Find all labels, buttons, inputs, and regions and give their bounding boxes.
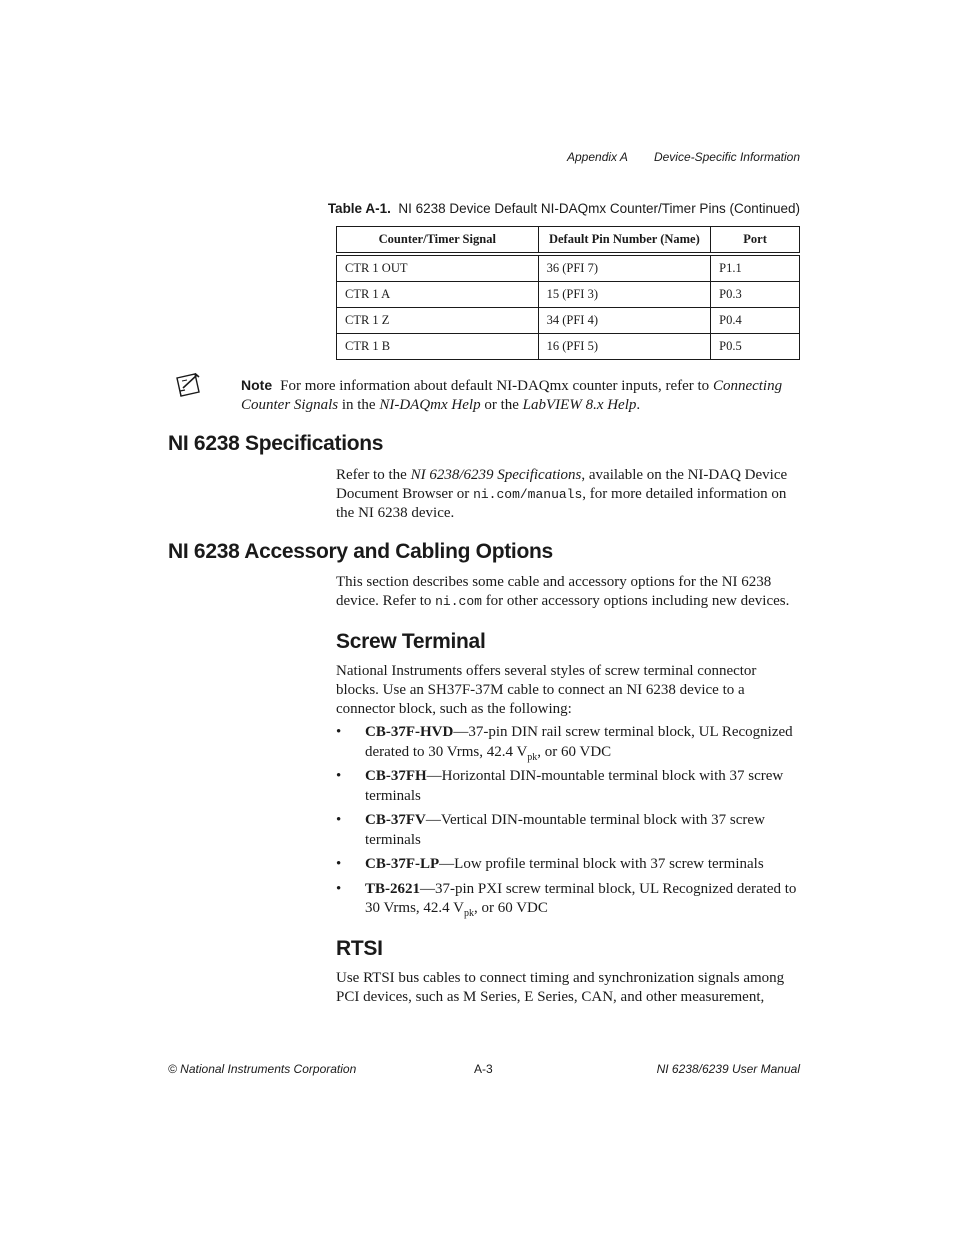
header-section: Device-Specific Information (653, 150, 800, 164)
header-appendix: Appendix A (567, 150, 628, 164)
note-link-daqmx-help: NI-DAQmx Help (379, 397, 481, 413)
list-item (336, 880, 802, 919)
specs-doc-title: NI 6238/6239 Specifications (410, 467, 582, 483)
table-row (337, 282, 800, 308)
table-cell-pin: 16 (PFI 5) (538, 334, 711, 360)
note-text-part: in the (338, 397, 380, 413)
specifications-paragraph (336, 466, 802, 523)
table-cell-signal: CTR 1 B (337, 334, 539, 360)
item-name: CB-37F-LP (365, 856, 440, 872)
list-item (336, 811, 802, 850)
note-link-labview-help: LabVIEW 8.x Help (522, 397, 637, 413)
counter-timer-pins-table (336, 226, 800, 360)
specs-text-part: Refer to the (336, 467, 411, 483)
item-subscript: pk (463, 908, 474, 919)
item-desc: —Vertical DIN-mountable terminal block with 37 screw terminals (365, 812, 765, 848)
note-text (241, 376, 803, 415)
item-desc: —37-pin PXI screw terminal block, UL Recognized derated to 30 Vrms, 42.4 V (365, 880, 797, 916)
rtsi-paragraph: Use RTSI bus cables to connect timing and synchronization signals among PCI devices, such as M Series, E Series, CAN, and other measurement, (336, 970, 785, 1005)
page-number: A-3 (474, 1062, 493, 1076)
footer-copyright: © National Instruments Corporation (168, 1062, 357, 1076)
table-caption-text: NI 6238 Device Default NI-DAQmx Counter/Timer Pins (Continued) (398, 201, 800, 216)
item-name: CB-37F-HVD (365, 724, 454, 740)
column-header-pin: Default Pin Number (Name) (538, 227, 711, 255)
specs-text-part: , available on the NI-DAQ Device Document Browser or (336, 467, 788, 502)
list-item (336, 767, 802, 806)
item-desc: , or 60 VDC (473, 900, 548, 916)
note-text-part: For more information about default NI-DAQmx counter inputs, refer to (280, 378, 713, 394)
table-cell-pin: 36 (PFI 7) (538, 254, 711, 282)
note-label: Note (241, 377, 273, 393)
rtsi-heading: RTSI (336, 937, 383, 960)
item-desc: —Horizontal DIN-mountable terminal block with 37 screw terminals (365, 768, 784, 804)
table-cell-signal: CTR 1 A (337, 282, 539, 308)
accessory-url: ni.com (435, 594, 482, 609)
bullet-glyph: • (336, 812, 342, 828)
bullet-glyph: • (336, 880, 342, 897)
note-link-connecting-counter-signals: Connecting Counter Signals (241, 378, 783, 413)
bullet-glyph: • (336, 768, 342, 784)
table-cell-signal: CTR 1 OUT (337, 254, 539, 282)
list-item (336, 855, 802, 875)
table-cell-signal: CTR 1 Z (337, 308, 539, 334)
screw-terminal-heading: Screw Terminal (336, 630, 486, 653)
table-cell-pin: 15 (PFI 3) (538, 282, 711, 308)
table-caption-label: Table A-1. (327, 201, 391, 216)
table-cell-port: P0.4 (711, 308, 800, 334)
specs-url: ni.com/manuals (473, 487, 583, 502)
column-header-signal: Counter/Timer Signal (337, 227, 539, 255)
item-desc: , or 60 VDC (537, 743, 612, 760)
table-row (337, 334, 800, 360)
column-header-port: Port (711, 227, 800, 255)
specs-text-part: , for more detailed information on the NI 6238 device. (336, 486, 787, 521)
footer-manual-title: NI 6238/6239 User Manual (656, 1062, 800, 1076)
item-name: CB-37FV (365, 812, 426, 828)
table-row (337, 254, 800, 282)
note-icon (175, 372, 203, 398)
accessory-text-part: This section describes some cable and accessory options for the NI 6238 device. Refer to (336, 574, 772, 609)
table-cell-pin: 34 (PFI 4) (538, 308, 711, 334)
item-desc: —37-pin DIN rail screw terminal block, UL Recognized derated to 30 Vrms, 42.4 V (365, 724, 793, 760)
table-cell-port: P1.1 (711, 254, 800, 282)
table-cell-port: P0.3 (711, 282, 800, 308)
screw-terminal-intro: National Instruments offers several styles of screw terminal connector blocks. Use an SH37F-37M cable to connect an NI 6238 device to a connector block, such as the following: (336, 663, 757, 717)
item-name: TB-2621 (365, 880, 421, 897)
note-text-part: . (636, 397, 641, 413)
table-caption (300, 201, 800, 216)
accessory-text-part: for other accessory options including new devices. (481, 593, 790, 609)
table-header-row (337, 227, 800, 255)
list-item (336, 723, 802, 762)
bullet-glyph: • (336, 856, 342, 872)
item-subscript: pk (527, 751, 538, 763)
bullet-glyph: • (336, 724, 342, 740)
specifications-heading: NI 6238 Specifications (168, 432, 384, 455)
accessory-heading: NI 6238 Accessory and Cabling Options (168, 540, 553, 563)
item-name: CB-37FH (365, 768, 427, 784)
table-row (337, 308, 800, 334)
accessory-paragraph (336, 573, 802, 611)
running-header (500, 150, 800, 164)
terminal-block-list (336, 723, 802, 924)
table-cell-port: P0.5 (711, 334, 800, 360)
item-desc: —Low profile terminal block with 37 screw terminals (439, 856, 764, 872)
note-text-part: or the (480, 397, 523, 413)
